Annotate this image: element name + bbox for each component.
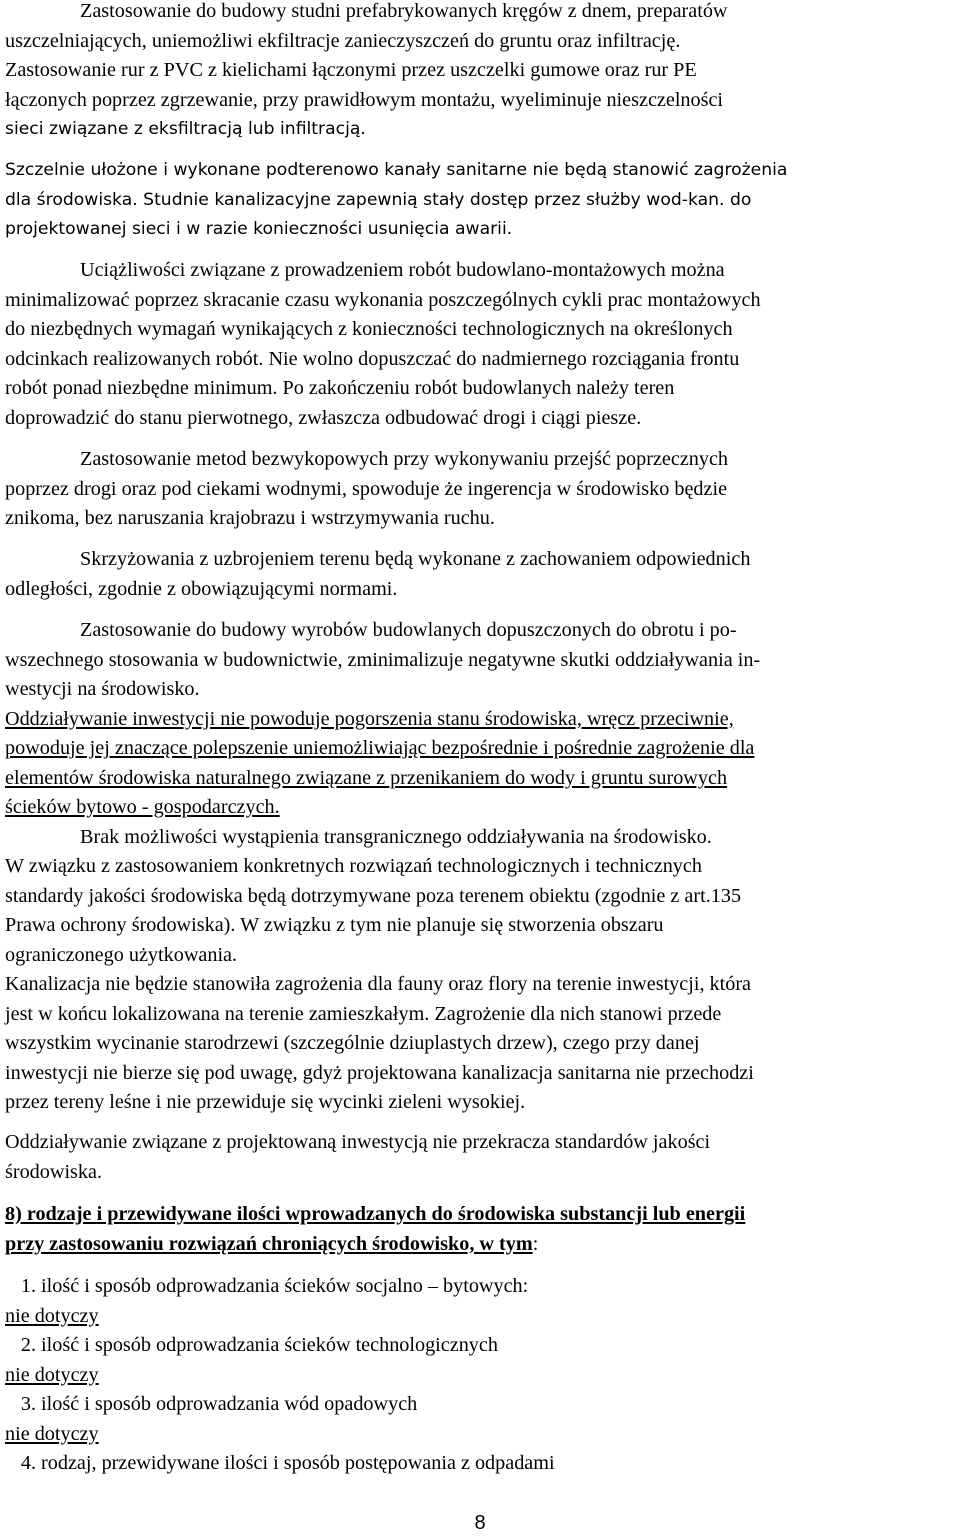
underlined-text-line: powoduje jej znaczące polepszenie uniemożliwiając bezpośrednie i pośrednie zagrożenie dla [5,737,755,759]
underlined-text-line: ścieków bytowo - gospodarczych. [5,796,280,818]
text-line: westycji na środowisko. [5,678,200,700]
text-line: dla środowiska. Studnie kanalizacyjne zapewnią stały dostęp przez służby wod-kan. do [5,189,752,210]
list-number: 3. [20,1393,36,1415]
text-line: Zastosowanie rur z PVC z kielichami łączonymi przez uszczelki gumowe oraz rur PE [5,59,697,81]
text-line: robót ponad niezbędne minimum. Po zakończeniu robót budowlanych należy teren [5,377,675,399]
text-line: środowiska. [5,1160,103,1183]
text-line: Szczelnie ułożone i wykonane podterenowo kanały sanitarne nie będą stanowić zagrożenia [5,160,788,180]
paragraph-sewer-sealing [5,156,955,245]
text-line: przez tereny leśne i nie przewiduje się wycinki zieleni wysokiej. [5,1091,526,1113]
text-line: Brak możliwości wystąpienia transgranicznego oddziaływania na środowisko. [80,825,712,848]
list-item-answer: nie dotyczy [5,1363,99,1386]
text-line: uszczelniających, uniemożliwi ekfiltracje zanieczyszczeń do gruntu oraz infiltrację. [5,29,681,52]
list-item-text: ilość i sposób odprowadzania wód opadowych [41,1393,418,1415]
text-line: sieci związane z eksfiltracją lub infiltracją. [5,119,366,139]
text-line: doprowadzić do stanu pierwotnego, zwłaszcza odbudować drogi i ciągi piesze. [5,406,642,429]
text-line: odległości, zgodnie z obowiązującymi normami. [5,577,398,600]
list-number: 2. [20,1334,36,1356]
text-line: Zastosowanie do budowy wyrobów budowlanych dopuszczonych do obrotu i po- [80,619,737,641]
paragraph-trenchless-methods [5,445,955,534]
text-line: projektowanej sieci i w razie konieczności usunięcia awarii. [5,219,513,239]
text-line: jest w końcu lokalizowana na terenie zamieszkałym. Zagrożenie dla nich stanowi przede [5,1002,722,1025]
list-item-answer: nie dotyczy [5,1304,99,1327]
text-line: Zastosowanie metod bezwykopowych przy wykonywaniu przejść poprzecznych [80,448,729,470]
text-line: Prawa ochrony środowiska). W związku z tym nie planuje się stworzenia obszaru [5,914,664,936]
list-item-answer: nie dotyczy [5,1422,99,1445]
text-line: ograniczonego użytkowania. [5,943,238,966]
text-line: Skrzyżowania z uzbrojeniem terenu będą wykonane z zachowaniem odpowiednich [80,548,751,570]
paragraph-building-products [5,616,955,1118]
paragraph-nuisance-minimization [5,256,955,433]
text-line: poprzez drogi oraz pod ciekami wodnymi, spowoduje że ingerencja w środowisko będzie [5,477,728,500]
underlined-text-line: Oddziaływanie inwestycji nie powoduje pogorszenia stanu środowiska, wręcz przeciwnie, [5,707,734,730]
text-line: W związku z zastosowaniem konkretnych rozwiązań technologicznych i technicznych [5,855,702,877]
text-line: Zastosowanie do budowy studni prefabrykowanych kręgów z dnem, preparatów [80,0,728,22]
paragraph-crossings [5,545,955,604]
list-item [5,1390,955,1420]
text-line: odcinkach realizowanych robót. Nie wolno dopuszczać do nadmiernego rozciągania frontu [5,347,740,370]
section-heading [5,1200,955,1259]
text-line: minimalizować poprzez skracanie czasu wykonania poszczególnych cykli prac montażowych [5,288,761,311]
paragraph-standards [5,1128,955,1187]
list-number: 1. [20,1275,36,1297]
text-line: Uciążliwości związane z prowadzeniem robót budowlano-montażowych można [80,259,725,281]
heading-line: przy zastosowaniu rozwiązań chroniących środowisko, w tym [5,1232,533,1255]
list-item [5,1331,955,1361]
list-number: 4. [20,1452,36,1474]
underlined-text-line: elementów środowiska naturalnego związane z przenikaniem do wody i gruntu surowych [5,766,728,789]
list-item [5,1272,955,1302]
text-line: inwestycji nie bierze się pod uwagę, gdyż projektowana kanalizacja sanitarna nie przechodzi [5,1061,754,1084]
text-line: standardy jakości środowiska będą dotrzymywane poza terenem obiektu (zgodnie z art.135 [5,884,742,907]
page-number: 8 [474,1512,486,1534]
list-item-text: ilość i sposób odprowadzania ścieków technologicznych [41,1334,498,1356]
list-item-text: ilość i sposób odprowadzania ścieków socjalno – bytowych: [41,1275,529,1297]
list-item [5,1449,955,1479]
heading-colon: : [532,1232,539,1255]
paragraph-sealing-materials [5,0,955,145]
text-line: wszechnego stosowania w budownictwie, zminimalizuje negatywne skutki oddziaływania in- [5,648,761,671]
text-line: znikoma, bez naruszania krajobrazu i wstrzymywania ruchu. [5,507,495,529]
text-line: łączonych poprzez zgrzewanie, przy prawidłowym montażu, wyeliminuje nieszczelności [5,88,724,111]
heading-line: 8) rodzaje i przewidywane ilości wprowadzanych do środowiska substancji lub energii [5,1203,746,1225]
text-line: do niezbędnych wymagań wynikających z konieczności technologicznych na określonych [5,318,733,340]
list-item-text: rodzaj, przewidywane ilości i sposób postępowania z odpadami [41,1452,555,1474]
text-line: wszystkim wycinanie starodrzewi (szczególnie dziuplastych drzew), czego przy danej [5,1032,700,1054]
numbered-list [5,1272,955,1479]
text-line: Kanalizacja nie będzie stanowiła zagrożenia dla fauny oraz flory na terenie inwestycji, która [5,973,752,995]
text-line: Oddziaływanie związane z projektowaną inwestycją nie przekracza standardów jakości [5,1131,711,1153]
